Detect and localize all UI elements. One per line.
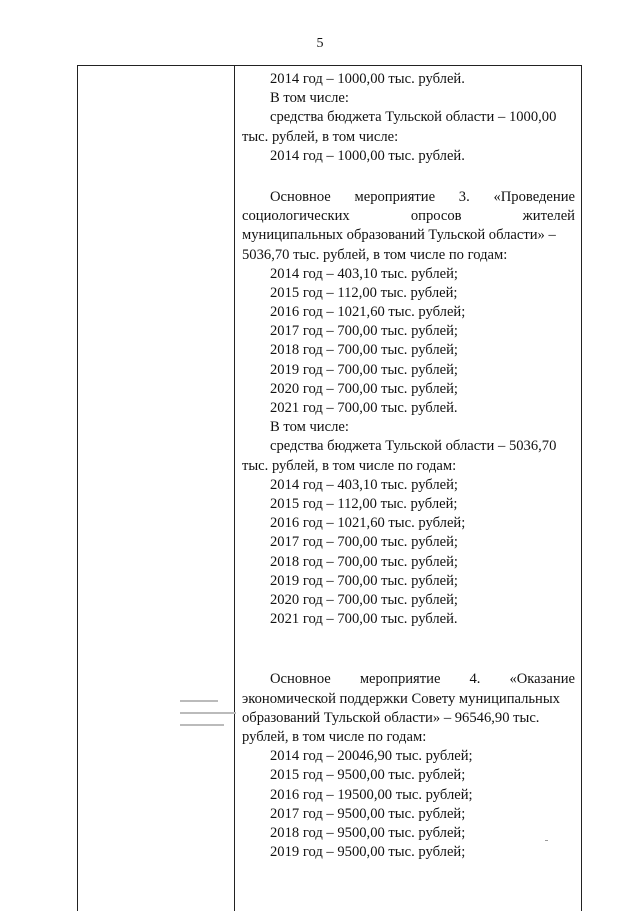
year-line: 2019 год – 700,00 тыс. рублей; bbox=[270, 572, 458, 589]
year-line: 2017 год – 700,00 тыс. рублей; bbox=[270, 534, 458, 551]
scan-speck bbox=[545, 840, 548, 841]
page-number: 5 bbox=[316, 36, 324, 51]
text-line: 2014 год – 1000,00 тыс. рублей. bbox=[270, 147, 465, 164]
event-4-title-line: экономической поддержки Совету муниципальных bbox=[242, 690, 560, 707]
year-line: 2014 год – 403,10 тыс. рублей; bbox=[270, 265, 458, 282]
event-4-block bbox=[242, 670, 575, 862]
text-line: тыс. рублей, в том числе: bbox=[242, 128, 399, 145]
event-3-title-line: 5036,70 тыс. рублей, в том числе по годам: bbox=[242, 246, 508, 263]
year-line: 2016 год – 1021,60 тыс. рублей; bbox=[270, 304, 466, 321]
year-line: 2018 год – 700,00 тыс. рублей; bbox=[270, 553, 458, 570]
event-3-block bbox=[242, 188, 575, 629]
year-line: 2020 год – 700,00 тыс. рублей; bbox=[270, 591, 458, 608]
text-line: средства бюджета Тульской области – 5036,70 bbox=[270, 438, 557, 455]
year-line: 2019 год – 700,00 тыс. рублей; bbox=[270, 361, 458, 378]
year-line: 2016 год – 19500,00 тыс. рублей; bbox=[270, 786, 473, 803]
event-4-title-line: Основное мероприятие 4. «Оказание bbox=[270, 671, 575, 688]
year-line: 2018 год – 700,00 тыс. рублей; bbox=[270, 342, 458, 359]
year-line: 2018 год – 9500,00 тыс. рублей; bbox=[270, 824, 466, 841]
text-line: В том числе: bbox=[270, 90, 349, 107]
event-3-title-line: Основное мероприятие 3. «Проведение bbox=[270, 188, 575, 205]
year-line: 2014 год – 403,10 тыс. рублей; bbox=[270, 476, 458, 493]
year-line: 2017 год – 700,00 тыс. рублей; bbox=[270, 323, 458, 340]
event-4-title-line: образований Тульской области» – 96546,90 тыс. bbox=[242, 709, 540, 726]
program-table bbox=[77, 65, 582, 911]
text-line: В том числе: bbox=[270, 419, 349, 436]
year-line: 2021 год – 700,00 тыс. рублей. bbox=[270, 400, 458, 416]
text-line: 2014 год – 1000,00 тыс. рублей. bbox=[270, 71, 465, 87]
year-line: 2020 год – 700,00 тыс. рублей; bbox=[270, 380, 458, 397]
year-line: 2015 год – 9500,00 тыс. рублей; bbox=[270, 767, 466, 784]
year-line: 2015 год – 112,00 тыс. рублей; bbox=[270, 495, 458, 512]
event-3-title-line: муниципальных образований Тульской области» – bbox=[242, 227, 556, 244]
text-line: тыс. рублей, в том числе по годам: bbox=[242, 457, 457, 474]
year-line: 2015 год – 112,00 тыс. рублей; bbox=[270, 284, 458, 301]
funding-block-intro bbox=[242, 70, 575, 166]
faded-stamp-mark bbox=[180, 690, 250, 750]
event-4-title-line: рублей, в том числе по годам: bbox=[242, 729, 427, 745]
year-line: 2019 год – 9500,00 тыс. рублей; bbox=[270, 844, 466, 861]
year-line: 2021 год – 700,00 тыс. рублей. bbox=[270, 611, 458, 628]
year-line: 2014 год – 20046,90 тыс. рублей; bbox=[270, 748, 473, 765]
year-line: 2016 год – 1021,60 тыс. рублей; bbox=[270, 515, 466, 532]
event-3-title-line: социологических опросов жителей bbox=[242, 208, 575, 225]
text-line: средства бюджета Тульской области – 1000,00 bbox=[270, 109, 557, 126]
funding-cell bbox=[242, 70, 575, 862]
year-line: 2017 год – 9500,00 тыс. рублей; bbox=[270, 805, 466, 822]
column-divider bbox=[234, 66, 235, 911]
